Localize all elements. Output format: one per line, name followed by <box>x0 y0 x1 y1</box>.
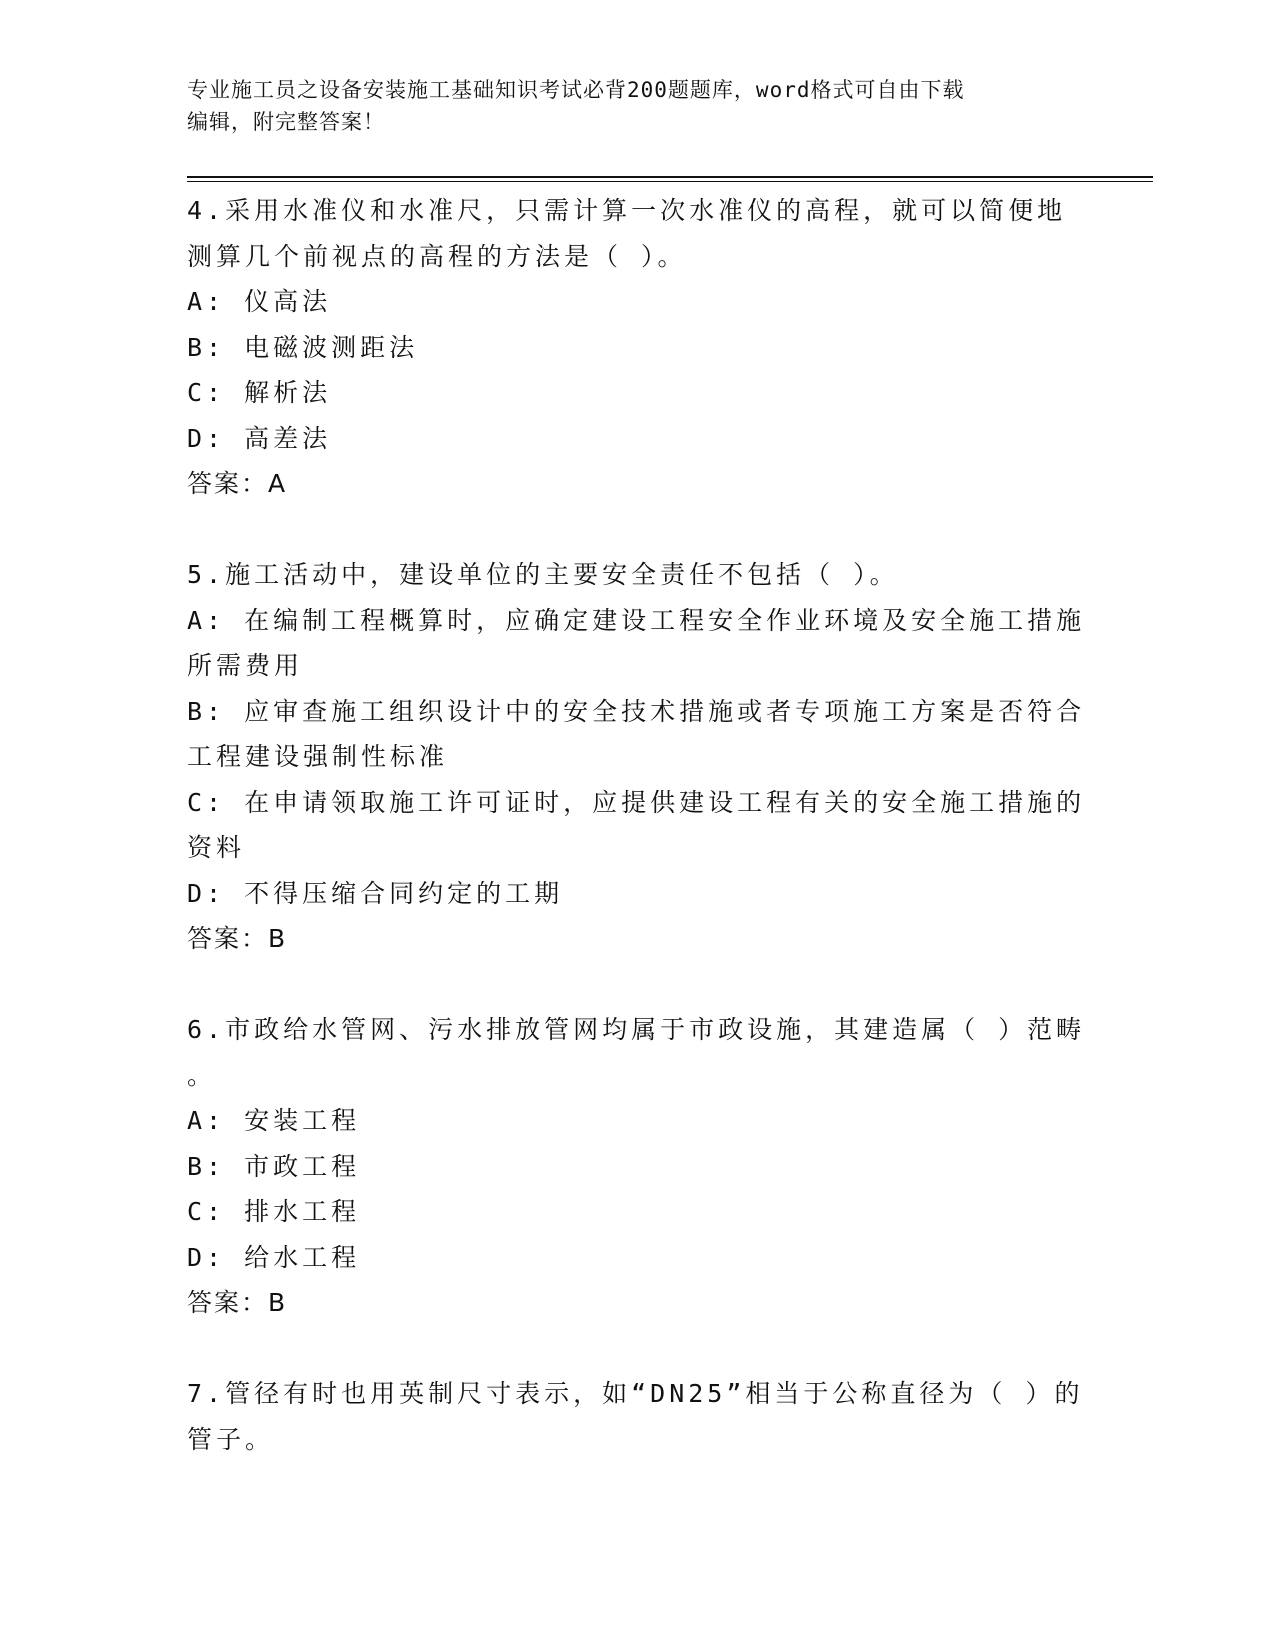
answer-option-line: D: 不得压缩合同约定的工期 <box>187 878 564 908</box>
answer-option-line: 资料 <box>187 833 246 862</box>
question-spacer <box>187 1326 1087 1372</box>
answer-option-line: 所需费用 <box>187 651 304 680</box>
question-block <box>187 188 1087 552</box>
question-stem-line: 4.采用水准仪和水准尺，只需计算一次水准仪的高程，就可以简便地 <box>187 196 1067 225</box>
question-stem-line: 。 <box>187 1060 217 1090</box>
question-stem-line: 7.管径有时也用英制尺寸表示，如“DN25”相当于公称直径为（ ）的 <box>187 1379 1084 1408</box>
question-block <box>187 1371 1087 1462</box>
answer-option-line: D: 给水工程 <box>187 1242 361 1272</box>
answer-option-line: A: 安装工程 <box>187 1106 361 1135</box>
question-block <box>187 1007 1087 1371</box>
question-spacer <box>187 507 1087 553</box>
answer-option-line: B: 电磁波测距法 <box>187 332 419 362</box>
answer-option-line: B: 市政工程 <box>187 1151 361 1181</box>
answer-option-line: C: 解析法 <box>187 378 332 407</box>
document-header <box>187 74 1087 138</box>
answer-key: 答案：A <box>187 469 288 498</box>
answer-option-line: C: 在申请领取施工许可证时，应提供建设工程有关的安全施工措施的 <box>187 787 1086 817</box>
header-divider-thin <box>187 181 1153 182</box>
header-line-1: 专业施工员之设备安装施工基础知识考试必背200题题库，word格式可自由下载 <box>187 78 965 102</box>
header-line-2: 编辑，附完整答案！ <box>187 110 385 134</box>
question-block <box>187 552 1087 1007</box>
answer-option-line: D: 高差法 <box>187 423 332 453</box>
answer-option-line: A: 在编制工程概算时，应确定建设工程安全作业环境及安全施工措施 <box>187 605 1086 635</box>
answer-key: 答案：B <box>187 1288 288 1317</box>
question-stem-line: 5.施工活动中，建设单位的主要安全责任不包括（ ）。 <box>187 560 899 589</box>
question-spacer <box>187 962 1087 1008</box>
header-divider-thick <box>187 176 1153 178</box>
answer-option-line: 工程建设强制性标准 <box>187 742 449 771</box>
question-list <box>187 188 1087 1462</box>
answer-option-line: B: 应审查施工组织设计中的安全技术措施或者专项施工方案是否符合 <box>187 696 1086 726</box>
answer-option-line: C: 排水工程 <box>187 1197 361 1226</box>
question-stem-line: 6.市政给水管网、污水排放管网均属于市政设施，其建造属（ ）范畴 <box>187 1015 1086 1044</box>
answer-key: 答案：B <box>187 924 288 953</box>
question-stem-line: 测算几个前视点的高程的方法是（ ）。 <box>187 241 687 271</box>
question-stem-line: 管子。 <box>187 1424 275 1454</box>
answer-option-line: A: 仪高法 <box>187 287 332 316</box>
